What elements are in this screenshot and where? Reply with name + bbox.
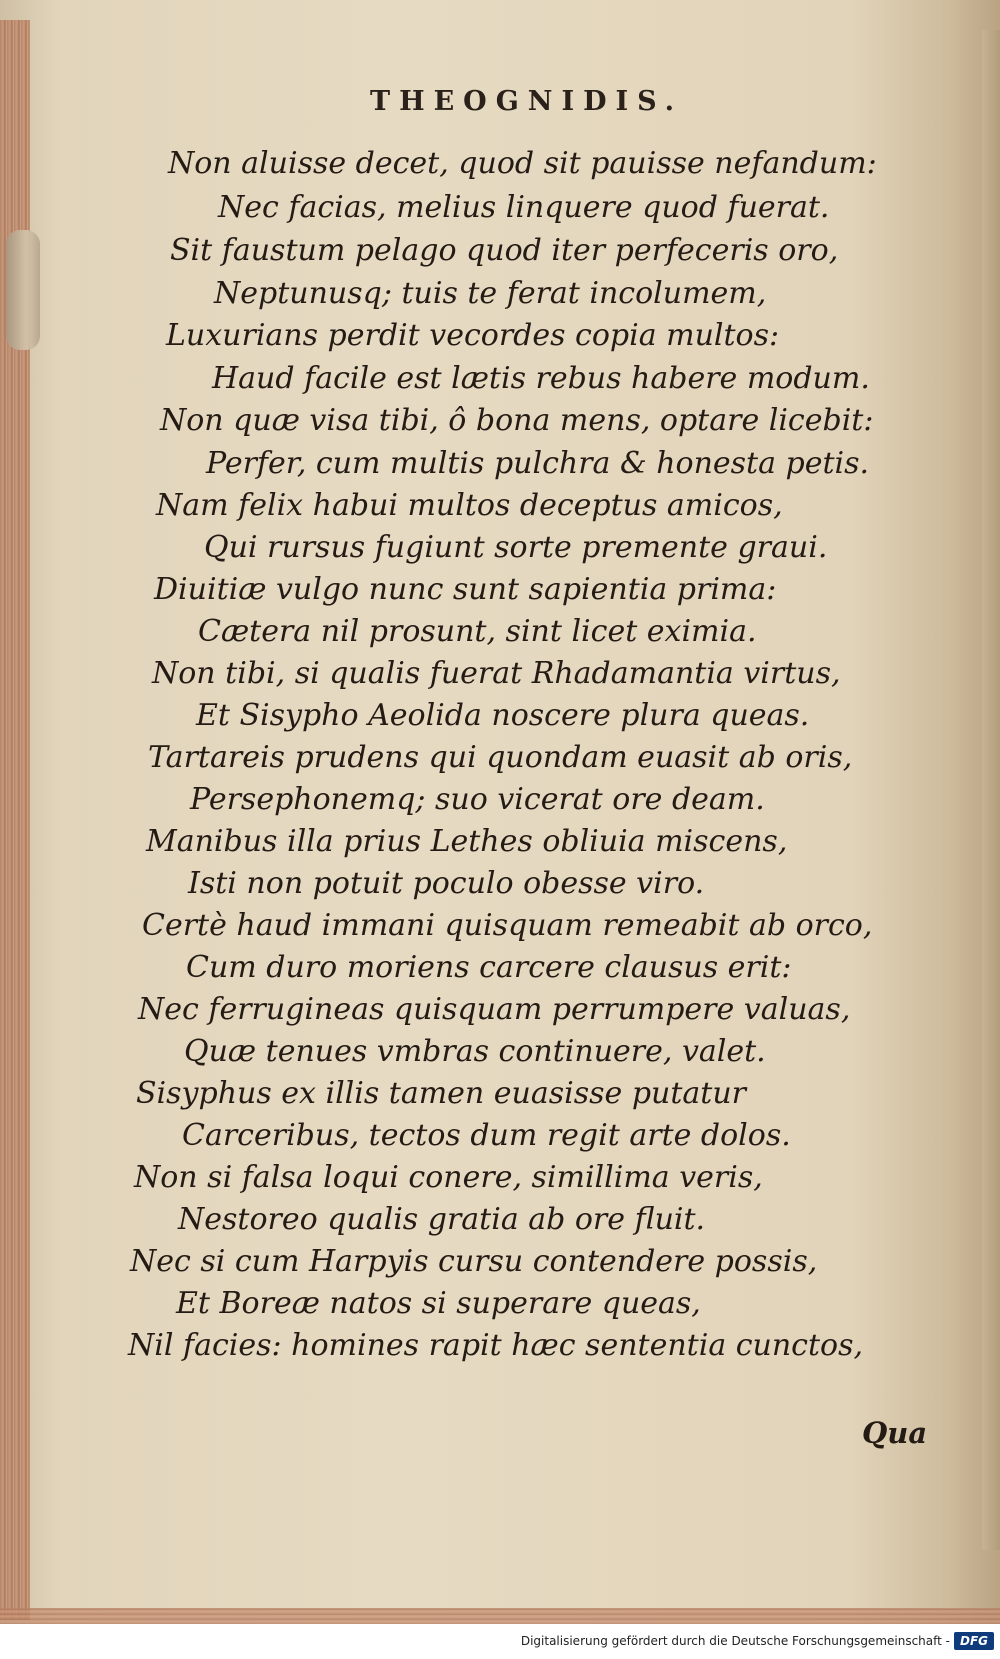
verse-line: Nec si cum Harpyis cursu contendere possis,	[130, 1244, 818, 1279]
dfg-logo-icon: DFG	[954, 1632, 994, 1650]
footer-bar	[0, 1624, 1000, 1659]
verse-line: Isti non potuit poculo obesse viro.	[188, 866, 705, 901]
verse-line: Sit faustum pelago quod iter perfeceris oro,	[170, 233, 839, 268]
verse-line: Sisyphus ex illis tamen euasisse putatur	[136, 1076, 747, 1111]
verse-line: Non si falsa loqui conere, simillima veris,	[134, 1160, 763, 1195]
catchword: Qua	[862, 1416, 928, 1450]
verse-line: Cætera nil prosunt, sint licet eximia.	[198, 614, 757, 649]
verse-line: Nec ferrugineas quisquam perrumpere valuas,	[138, 992, 851, 1027]
verse-line: Et Boreæ natos si superare queas,	[176, 1286, 701, 1321]
verse-line: Haud facile est lætis rebus habere modum.	[212, 361, 870, 396]
verse-line: Carceribus, tectos dum regit arte dolos.	[182, 1118, 791, 1153]
page-edge-bottom	[0, 1608, 1000, 1624]
verse-line: Perfer, cum multis pulchra & honesta petis.	[206, 446, 870, 481]
verse-line: Nam felix habui multos deceptus amicos,	[156, 488, 783, 523]
running-head: THEOGNIDIS.	[370, 86, 684, 117]
verse-line: Nestoreo qualis gratia ab ore fluit.	[178, 1202, 706, 1237]
verse-line: Qui rursus fugiunt sorte premente graui.	[204, 530, 828, 565]
digitization-credit: Digitalisierung gefördert durch die Deutsche Forschungsgemeinschaft -	[520, 1634, 950, 1648]
verse-line: Manibus illa prius Lethes obliuia miscens,	[146, 824, 788, 859]
verse-line: Quæ tenues vmbras continuere, valet.	[184, 1034, 766, 1069]
verse-line: Non aluisse decet, quod sit pauisse nefandum:	[168, 146, 877, 181]
verse-line: Cum duro moriens carcere clausus erit:	[186, 950, 792, 985]
verse-line: Tartareis prudens qui quondam euasit ab oris,	[148, 740, 853, 775]
verse-line: Non tibi, si qualis fuerat Rhadamantia virtus,	[152, 656, 841, 691]
verse-line: Non quæ visa tibi, ô bona mens, optare licebit:	[160, 403, 874, 438]
verse-line: Neptunusq; tuis te ferat incolumem,	[214, 276, 767, 311]
verse-line: Diuitiæ vulgo nunc sunt sapientia prima:	[154, 572, 777, 607]
verse-line: Persephonemq; suo vicerat ore deam.	[190, 782, 765, 817]
verse-line: Certè haud immani quisquam remeabit ab orco,	[142, 908, 873, 943]
verse-line: Nil facies: homines rapit hæc sententia cunctos,	[128, 1328, 864, 1363]
verse-line: Et Sisypho Aeolida noscere plura queas.	[196, 698, 810, 733]
verse-line: Luxurians perdit vecordes copia multos:	[166, 318, 780, 353]
verse-line: Nec facias, melius linquere quod fuerat.	[218, 190, 830, 225]
